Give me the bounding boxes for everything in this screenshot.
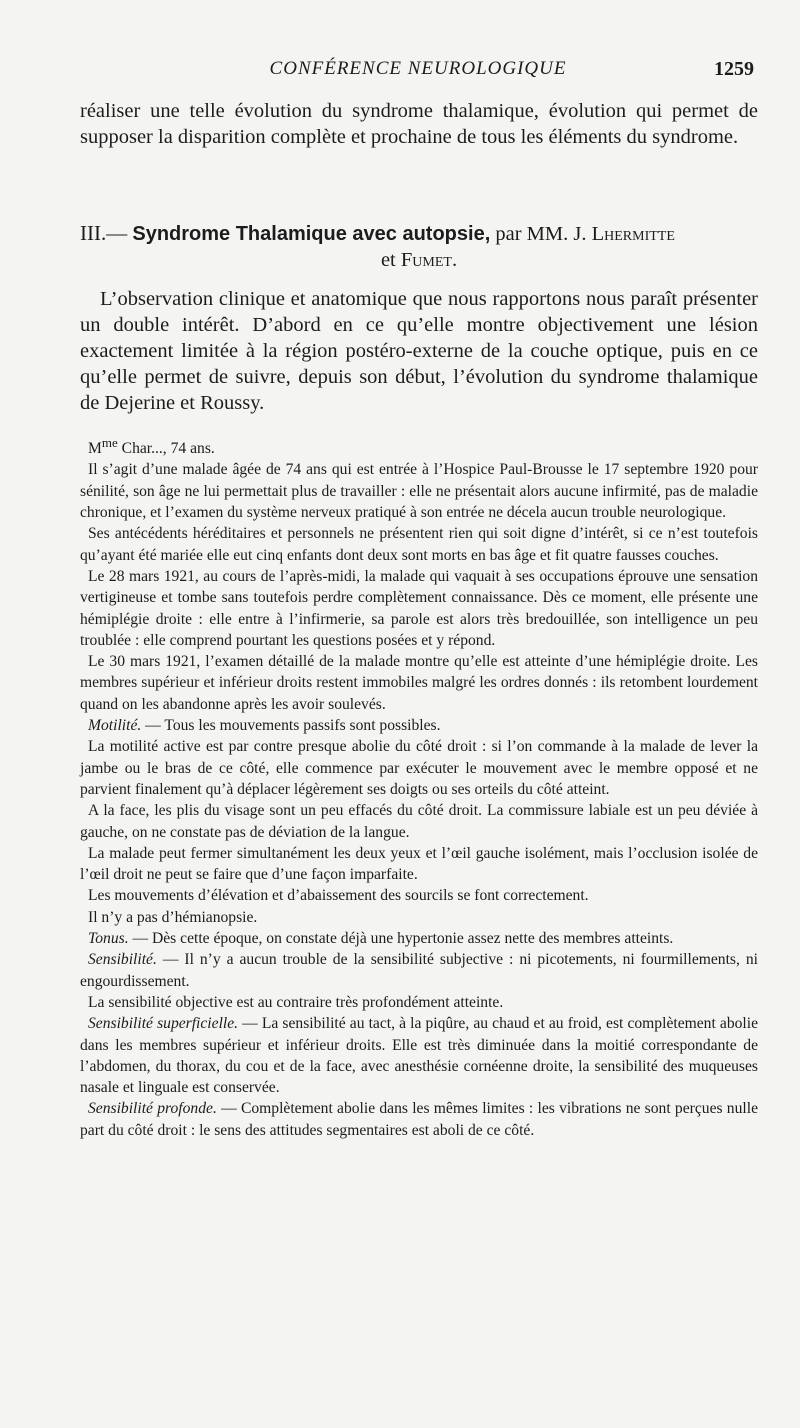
case-paragraph: La malade peut fermer simultanément les deux yeux et l’œil gauche isolément, mais l’occlusion isolée de l’œil droit ne peut se faire que d’une façon imparfaite.	[80, 844, 758, 884]
case-paragraph: Ses antécédents héréditaires et personnels ne présentent rien qui soit digne d’intérêt, si ce n’est toutefois qu’ayant été mariée elle eut cinq enfants dont deux sont morts en bas âge et fit quatre fausses couches.	[80, 525, 758, 564]
motilite-text: — Tous les mouvements passifs sont possibles.	[141, 717, 441, 735]
intro-block	[80, 286, 758, 416]
superficielle-text: — La sensibilité au tact, à la piqûre, au chaud et au froid, est complètement abolie dans les membres supérieur et inférieur droits. Elle est très diminuée dans la moitié correspondante de l’abdomen, du thorax, du cou et de la face, avec anesthésie cornéenne droite, la sensibilité des muqueuses nasale et linguale est conservée.	[80, 1015, 759, 1097]
motilite-label: Motilité.	[88, 717, 142, 735]
superficielle-label: Sensibilité superficielle.	[88, 1015, 239, 1033]
page-header	[82, 58, 754, 84]
section-title	[80, 220, 758, 273]
case-paragraph: Le 30 mars 1921, l’examen détaillé de la malade montre qu’elle est atteinte d’une hémiplégie droite. Les membres supérieur et inférieur droits restent immobiles malgré les ordres donnés : ils retombent lourdement quand on les abandonne après les avoir soulevés.	[80, 653, 758, 713]
case-paragraph: Il s’agit d’une malade âgée de 74 ans qui est entrée à l’Hospice Paul-Brousse le 17 septembre 1920 pour sénilité, son âge ne lui permettait plus de travailler : elle ne présentait alors aucune infirmité, pas de maladie chronique, et l’examen du système nerveux pratiqué à son entrée ne décela aucun trouble neurologique.	[80, 461, 758, 522]
sensibilite-text: — Il n’y a aucun trouble de la sensibilité subjective : ni picotements, ni fourmillements, ni engourdissement.	[80, 951, 758, 990]
case-paragraph: La motilité active est par contre presque abolie du côté droit : si l’on commande à la malade de lever la jambe ou le bras de ce côté, elle commence par exécuter le mouvement avec le membre opposé et ne parvient finalement qu’à déplacer légèrement ses doigts ou ses orteils du côté atteint.	[80, 738, 758, 798]
tonus-text: — Dès cette époque, on constate déjà une hypertonie assez nette des membres atteints.	[128, 930, 674, 948]
authors-mid: et	[380, 249, 401, 271]
page-number: 1259	[714, 58, 754, 80]
authors-prefix: par MM. J.	[490, 223, 592, 245]
case-paragraph: A la face, les plis du visage sont un peu effacés du côté droit. La commissure labiale est un peu déviée à gauche, on ne constate pas de déviation de la langue.	[80, 802, 758, 841]
profonde-label: Sensibilité profonde.	[88, 1100, 217, 1118]
section-number: III.—	[80, 221, 128, 245]
case-report	[80, 432, 758, 1141]
patient-rest: Char..., 74 ans.	[117, 440, 215, 458]
authors-line2	[80, 247, 758, 273]
objective-paragraph: La sensibilité objective est au contraire très profondément atteinte.	[88, 993, 504, 1011]
author-lhermitte: Lhermitte	[591, 223, 675, 245]
sensibilite-paragraph	[80, 949, 758, 992]
running-head: CONFÉRENCE NEUROLOGIQUE	[269, 58, 567, 79]
case-paragraph: Le 28 mars 1921, au cours de l’après-midi, la malade qui vaquait à ses occupations éprouve une sensation vertigineuse et tombe sans toutefois perdre complètement connaissance. Dès ce moment, elle présente une hémiplégie droite : elle entre à l’infirmerie, sa parole est alors très bredouillée, son intelligence un peu troublée : elle comprend pourtant les questions posées et y répond.	[80, 567, 758, 649]
case-paragraph: Il n’y a pas d’hémianopsie.	[88, 908, 258, 926]
section-title-text: Syndrome Thalamique avec autopsie,	[132, 223, 491, 245]
sensibilite-label: Sensibilité.	[88, 951, 157, 969]
patient-sup: me	[101, 435, 118, 450]
patient-line	[80, 432, 758, 459]
profonde-paragraph	[80, 1098, 758, 1141]
authors-end: .	[451, 249, 458, 271]
author-fumet: Fumet	[400, 249, 452, 271]
tonus-paragraph	[80, 928, 758, 949]
opening-paragraph: réaliser une telle évolution du syndrome thalamique, évolution qui permet de supposer la disparition complète et prochaine de tous les éléments du syndrome.	[80, 100, 758, 148]
profonde-text: — Complètement abolie dans les mêmes limites : les vibrations ne sont perçues nulle part du côté droit : le sens des attitudes segmentaires est aboli de ce côté.	[80, 1100, 758, 1139]
tonus-label: Tonus.	[88, 930, 129, 948]
case-paragraph: Les mouvements d’élévation et d’abaissement des sourcils se font correctement.	[88, 887, 589, 905]
opening-paragraph-block	[80, 98, 758, 150]
patient-prefix: M	[88, 440, 102, 458]
intro-paragraph: L’observation clinique et anatomique que nous rapportons nous paraît présenter un double intérêt. D’abord en ce qu’elle montre objectivement une lésion exactement limitée à la région postéro-externe de la couche optique, puis en ce qu’elle permet de suivre, depuis son début, l’évolution du syndrome thalamique de Dejerine et Roussy.	[80, 288, 758, 414]
motilite-paragraph	[80, 715, 758, 736]
superficielle-paragraph	[80, 1013, 758, 1098]
section-heading	[80, 220, 758, 273]
